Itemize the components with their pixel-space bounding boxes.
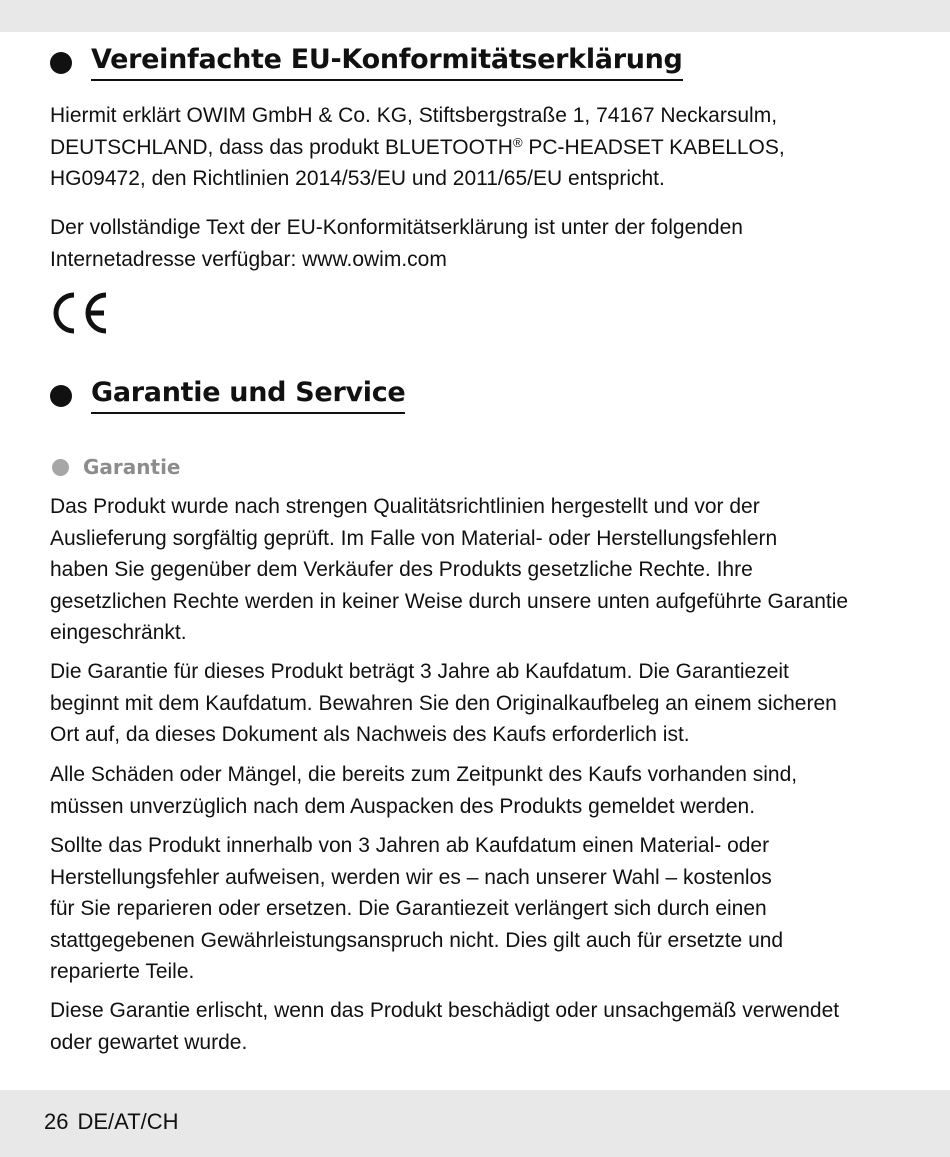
text-line: oder gewartet wurde. xyxy=(50,1030,248,1054)
page-number: 26 xyxy=(44,1109,69,1134)
text-line: Die Garantie für dieses Produkt beträgt 3 Jahre ab Kaufdatum. Die Garantiezeit xyxy=(50,660,789,683)
text-line: eingeschränkt. xyxy=(50,621,187,644)
bullet-icon xyxy=(50,52,72,74)
text-line: stattgegebenen Gewährleistungsanspruch nicht. Dies gilt auch für ersetzte und xyxy=(50,928,784,952)
conformity-title: Vereinfachte EU-Konformitätserklärung xyxy=(91,44,683,81)
guarantee-paragraph-4 xyxy=(50,830,910,988)
text-line: Alle Schäden oder Mängel, die bereits zum Zeitpunkt des Kaufs vorhanden sind, xyxy=(50,763,798,786)
subheading-text: Garantie xyxy=(83,455,181,479)
sub-bullet-icon xyxy=(52,459,69,476)
section-heading-service xyxy=(50,377,405,414)
text-line: beginnt mit dem Kaufdatum. Bewahren Sie den Originalkaufbeleg an einem sicheren xyxy=(50,691,837,715)
subheading-garantie xyxy=(52,455,181,479)
text-line xyxy=(50,132,910,164)
text-line: reparierte Teile. xyxy=(50,960,195,983)
text-line: gesetzlichen Rechte werden in keiner Weise durch unsere unten aufgeführte Garantie xyxy=(50,589,849,613)
guarantee-paragraph-5 xyxy=(50,995,910,1058)
text-line: Hiermit erklärt OWIM GmbH & Co. KG, Stiftsbergstraße 1, 74167 Neckarsulm, xyxy=(50,104,778,127)
text-line: haben Sie gegenüber dem Verkäufer des Produkts gesetzliche Rechte. Ihre xyxy=(50,558,753,581)
region-label: DE/AT/CH xyxy=(77,1109,179,1134)
conformity-link-paragraph xyxy=(50,212,910,275)
text-line: Internetadresse verfügbar: www.owim.com xyxy=(50,247,447,271)
guarantee-paragraph-3 xyxy=(50,759,910,822)
text-line: für Sie reparieren oder ersetzen. Die Garantiezeit verlängert sich durch einen xyxy=(50,897,767,920)
text-line: müssen unverzüglich nach dem Auspacken des Produkts gemeldet werden. xyxy=(50,794,756,818)
text-line: Diese Garantie erlischt, wenn das Produkt beschädigt oder unsachgemäß verwendet xyxy=(50,999,840,1022)
ce-mark-icon xyxy=(50,290,110,336)
text-line: Herstellungsfehler aufweisen, werden wir es – nach unserer Wahl – kostenlos xyxy=(50,865,772,889)
conformity-paragraph xyxy=(50,100,910,195)
text-line: Ort auf, da dieses Dokument als Nachweis des Kaufs erforderlich ist. xyxy=(50,723,690,746)
top-band xyxy=(0,0,950,32)
page-footer xyxy=(44,1106,179,1138)
text-line: Das Produkt wurde nach strengen Qualitätsrichtlinien hergestellt und vor der xyxy=(50,495,760,518)
section-heading-conformity xyxy=(50,44,683,81)
bullet-icon xyxy=(50,385,72,407)
service-title: Garantie und Service xyxy=(91,377,405,414)
text-line: Der vollständige Text der EU-Konformitätserklärung ist unter der folgenden xyxy=(50,216,743,239)
guarantee-paragraph-2 xyxy=(50,656,910,751)
text-segment: PC-HEADSET KABELLOS, xyxy=(522,135,785,159)
guarantee-paragraph-1 xyxy=(50,491,910,649)
text-segment: DEUTSCHLAND, dass das produkt BLUETOOTH xyxy=(50,135,513,159)
text-line: HG09472, den Richtlinien 2014/53/EU und 2011/65/EU entspricht. xyxy=(50,167,665,190)
text-line: Auslieferung sorgfältig geprüft. Im Falle von Material- oder Herstellungsfehlern xyxy=(50,526,778,550)
text-line: Sollte das Produkt innerhalb von 3 Jahren ab Kaufdatum einen Material- oder xyxy=(50,834,770,857)
registered-mark: ® xyxy=(512,134,523,150)
